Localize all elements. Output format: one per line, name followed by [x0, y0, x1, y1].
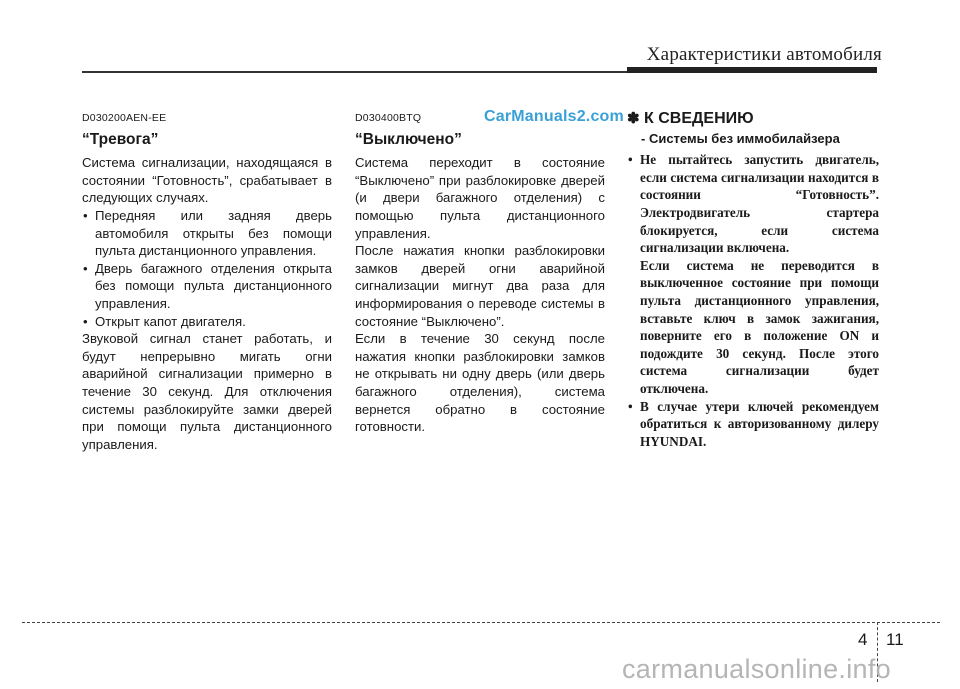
section-code: D030400BTQ	[355, 112, 422, 124]
footer-divider	[22, 622, 940, 623]
paragraph: После нажатия кнопки разблокировки замков дверей огни аварийной сигнализации мигнут два раза для информирования о переводе системы в состояние “Выключено”.	[355, 243, 605, 329]
notice-box	[627, 110, 879, 450]
paragraph: Если система не переводится в выключенное состояние при помощи пульта дистанционного управления, вставьте ключ в замок зажигания, поверните его в положение ON и подождите 30 секунд. После этого система сигнализации будет отключена.	[640, 257, 879, 396]
page-number: 11	[886, 630, 904, 649]
section-number: 4	[858, 630, 868, 649]
notice-title	[627, 110, 879, 128]
asterisk-icon: ✽	[627, 110, 640, 127]
header-rule-accent	[627, 67, 877, 73]
notice-subtitle: - Системы без иммобилайзера	[641, 130, 840, 146]
list-item: • Дверь багажного отделения открыта без помощи пульта дистанционного управления.	[82, 260, 332, 313]
paragraph: Звуковой сигнал станет работать, и будут непрерывно мигать огни аварийной сигнализации примерно в течение 30 секунд. Для отключения системы разблокируйте замки дверей при помощи пульта дистанционного управления.	[82, 331, 332, 452]
section-heading: “Выключено”	[355, 130, 462, 148]
column-alarm	[82, 110, 332, 453]
list-item: • Передняя или задняя дверь автомобиля открыты без помощи пульта дистанционного управления.	[82, 207, 332, 260]
paragraph: Если в течение 30 секунд после нажатия кнопки разблокировки замков не открывать ни одну дверь (или дверь багажного отделения), система вернется обратно в состояние готовности.	[355, 331, 605, 435]
footer-watermark: carmanualsonline.info	[622, 654, 891, 684]
list-item: • В случае утери ключей рекомендуем обратиться к авторизованному дилеру HYUNDAI.	[627, 398, 879, 451]
bullet-list	[82, 207, 332, 330]
paragraph: Система сигнализации, находящаяся в состоянии “Готовность”, срабатывает в следующих случаях.	[82, 155, 332, 206]
section-heading: “Тревога”	[82, 130, 159, 148]
column-disarmed	[355, 110, 605, 436]
list-item	[627, 151, 879, 397]
notice-title-text: К СВЕДЕНИЮ	[644, 110, 754, 127]
page-header-title: Характеристики автомобиля	[646, 44, 882, 65]
paragraph: Система переходит в состояние “Выключено” при разблокировке дверей (и двери багажного отделения) с помощью пульта дистанционного управления.	[355, 155, 605, 241]
notice-list	[627, 151, 879, 450]
site-watermark: CarManuals2.com	[484, 108, 624, 125]
list-item: • Открыт капот двигателя.	[82, 313, 332, 331]
section-code: D030200AEN-EE	[82, 112, 167, 124]
paragraph: • Не пытайтесь запустить двигатель, если система сигнализации находится в состоянии “Готовность”. Электродвигатель стартера блокируется, если система сигнализации включена.	[640, 152, 879, 256]
